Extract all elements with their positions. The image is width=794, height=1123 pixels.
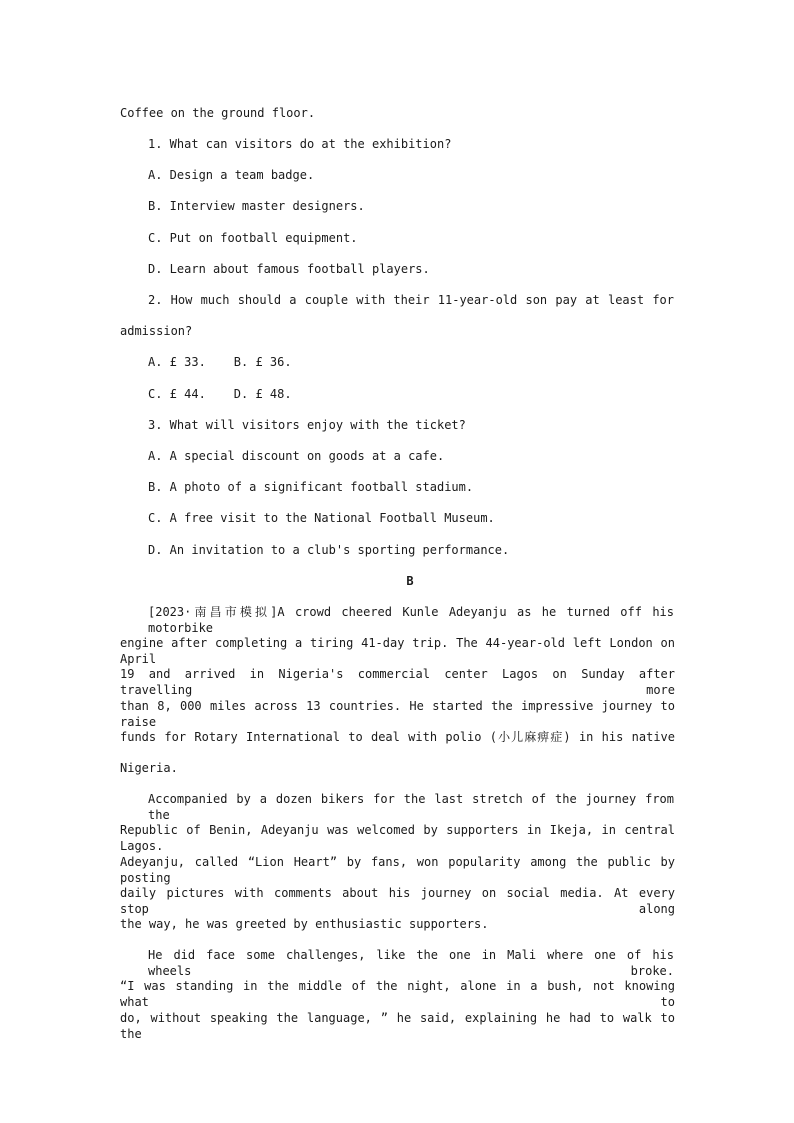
passage-b-p1-line5: funds for Rotary International to deal with polio (小儿麻痹症) in his native — [120, 730, 675, 744]
passage-b-p1-line2: engine after completing a tiring 41-day trip. The 44-year-old left London on April — [120, 636, 675, 666]
passage-b-p2-line4: daily pictures with comments about his journey on social media. At every stop along — [120, 886, 675, 916]
question-2-option-c[interactable]: C. £ 44. — [148, 387, 206, 401]
passage-b-p3-line3: do, without speaking the language, ” he said, explaining he had to walk to the — [120, 1011, 675, 1041]
question-2-options-row2 — [148, 386, 703, 402]
passage-b-p2-line1: Accompanied by a dozen bikers for the last stretch of the journey from the — [148, 792, 674, 822]
question-3-stem: 3. What will visitors enjoy with the ticket? — [148, 418, 466, 432]
passage-b-p1-line3: 19 and arrived in Nigeria's commercial center Lagos on Sunday after travelling more — [120, 667, 675, 697]
passage-b-p2-line3: Adeyanju, called “Lion Heart” by fans, won popularity among the public by posting — [120, 855, 675, 885]
question-2-options-row1 — [148, 354, 703, 370]
passage-b-p2-line5: the way, he was greeted by enthusiastic supporters. — [120, 917, 489, 931]
question-2-option-d[interactable]: D. £ 48. — [233, 387, 292, 401]
question-1-option-b[interactable]: B. Interview master designers. — [148, 199, 365, 213]
question-3-option-c[interactable]: C. A free visit to the National Football Museum. — [148, 511, 495, 525]
passage-a-tail: Coffee on the ground floor. — [120, 106, 316, 120]
passage-b-p1-line4: than 8, 000 miles across 13 countries. He started the impressive journey to raise — [120, 699, 675, 729]
question-3-option-a[interactable]: A. A special discount on goods at a cafe. — [148, 449, 445, 463]
passage-b-p2-line2: Republic of Benin, Adeyanju was welcomed by supporters in Ikeja, in central Lagos. — [120, 823, 675, 853]
section-b-heading: B — [406, 574, 414, 588]
question-1-option-d[interactable]: D. Learn about famous football players. — [148, 262, 430, 276]
question-1-stem: 1. What can visitors do at the exhibition? — [148, 137, 452, 151]
passage-b-p1-line6: Nigeria. — [120, 761, 178, 775]
question-2-option-b[interactable]: B. £ 36. — [233, 355, 292, 369]
passage-b-p3-line1: He did face some challenges, like the one in Mali where one of his wheels broke. — [148, 948, 674, 978]
question-3-option-b[interactable]: B. A photo of a significant football stadium. — [148, 480, 474, 494]
question-1-option-a[interactable]: A. Design a team badge. — [148, 168, 315, 182]
question-2-option-a[interactable]: A. £ 33. — [148, 355, 206, 369]
question-2-stem-line2: admission? — [120, 324, 193, 338]
question-1-option-c[interactable]: C. Put on football equipment. — [148, 231, 358, 245]
question-3-option-d[interactable]: D. An invitation to a club's sporting performance. — [148, 543, 510, 557]
question-2-stem-line1: 2. How much should a couple with their 11-year-old son pay at least for — [148, 293, 674, 307]
passage-b-p1-line1: [2023·南昌市模拟]A crowd cheered Kunle Adeyanju as he turned off his motorbike — [148, 605, 674, 635]
passage-b-p3-line2: “I was standing in the middle of the night, alone in a bush, not knowing what to — [120, 979, 675, 1009]
